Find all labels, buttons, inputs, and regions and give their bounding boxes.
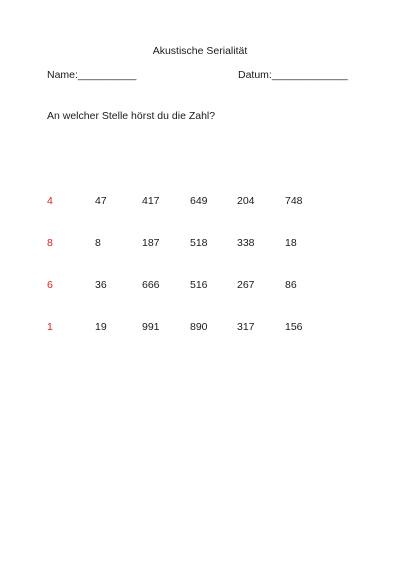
sequence-number: 86: [285, 279, 297, 291]
sequence-number: 18: [285, 237, 297, 249]
sequence-number: 666: [142, 279, 160, 291]
number-row: [0, 321, 400, 335]
target-number: 6: [47, 279, 53, 291]
sequence-number: 204: [237, 195, 255, 207]
sequence-number: 47: [95, 195, 107, 207]
question-text: An welcher Stelle hörst du die Zahl?: [47, 110, 216, 122]
sequence-number: 156: [285, 321, 303, 333]
sequence-number: 267: [237, 279, 255, 291]
sequence-number: 516: [190, 279, 208, 291]
sequence-number: 417: [142, 195, 160, 207]
target-number: 8: [47, 237, 53, 249]
number-row: [0, 195, 400, 209]
number-row: [0, 237, 400, 251]
sequence-number: 19: [95, 321, 107, 333]
sequence-number: 991: [142, 321, 160, 333]
sequence-number: 8: [95, 237, 101, 249]
sequence-number: 187: [142, 237, 160, 249]
sequence-number: 890: [190, 321, 208, 333]
target-number: 1: [47, 321, 53, 333]
sequence-number: 649: [190, 195, 208, 207]
name-field-line: Name:__________: [47, 69, 137, 81]
page-title: Akustische Serialität: [152, 45, 248, 57]
number-row: [0, 279, 400, 293]
sequence-number: 338: [237, 237, 255, 249]
sequence-number: 518: [190, 237, 208, 249]
target-number: 4: [47, 195, 53, 207]
date-field-line: Datum:_____________: [238, 69, 348, 81]
sequence-number: 748: [285, 195, 303, 207]
sequence-number: 317: [237, 321, 255, 333]
sequence-number: 36: [95, 279, 107, 291]
